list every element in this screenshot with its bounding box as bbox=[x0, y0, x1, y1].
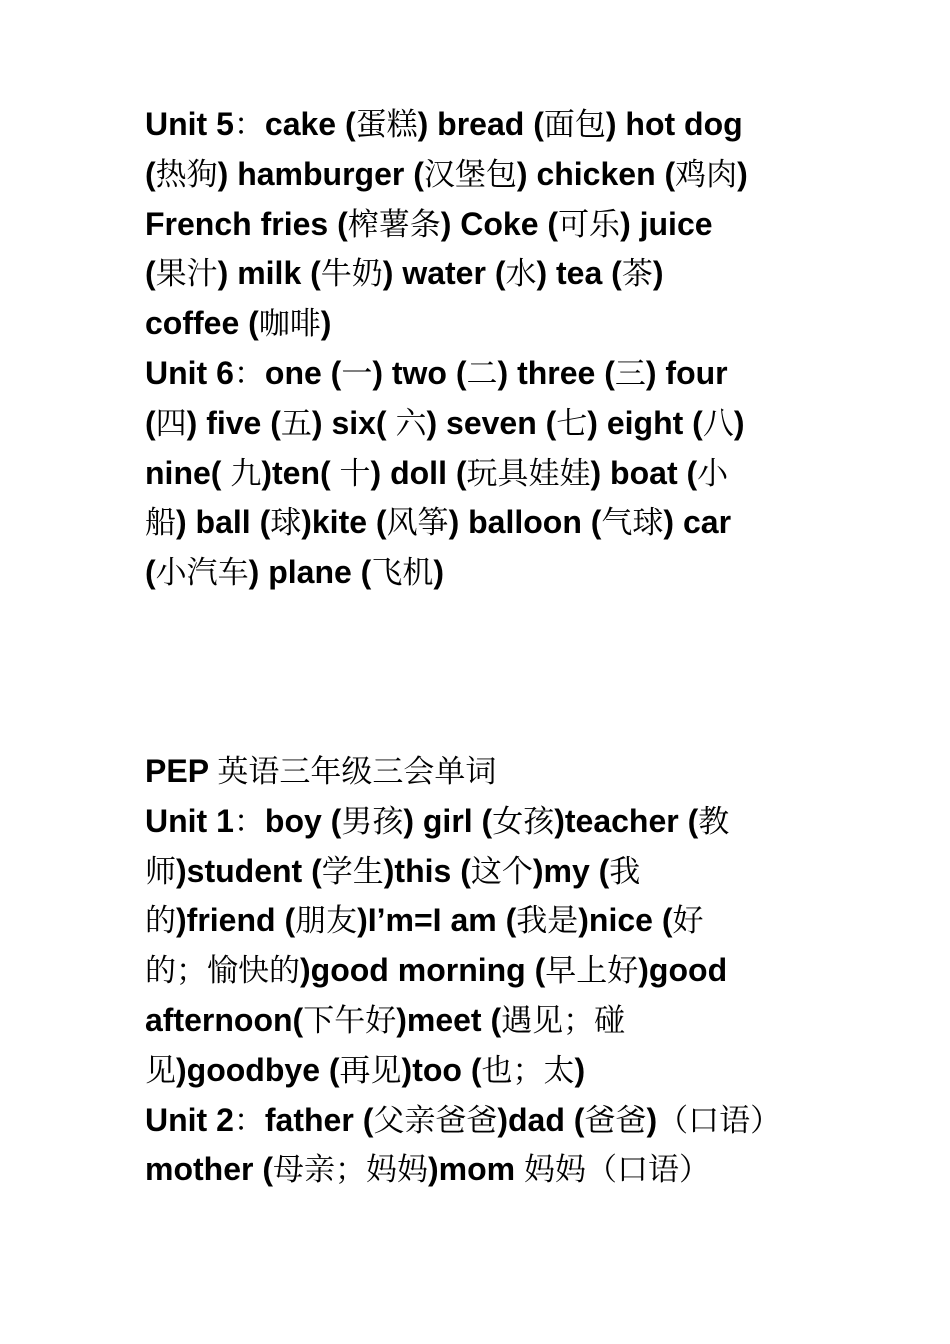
chinese-gloss: 妈妈（口语） bbox=[524, 1152, 710, 1189]
english-text: cake ( bbox=[264, 106, 356, 142]
text-line bbox=[145, 299, 835, 349]
section-spacer bbox=[145, 598, 835, 747]
chinese-gloss: 见 bbox=[145, 1052, 176, 1089]
english-text: )my ( bbox=[532, 852, 610, 889]
chinese-gloss: （口语） bbox=[657, 1102, 782, 1139]
english-text: ) chicken ( bbox=[516, 155, 676, 192]
english-text: ) doll ( bbox=[370, 454, 467, 491]
chinese-gloss: 汉堡包 bbox=[423, 156, 517, 193]
english-text: ) car bbox=[663, 504, 732, 541]
chinese-gloss: 茶 bbox=[621, 256, 653, 293]
chinese-gloss: 面包 bbox=[543, 107, 606, 143]
english-text: afternoon( bbox=[145, 1001, 304, 1038]
english-text: ) bbox=[737, 155, 748, 192]
text-line bbox=[145, 349, 835, 399]
text-line bbox=[145, 200, 835, 250]
text-line bbox=[145, 847, 835, 897]
english-text: ( bbox=[145, 155, 156, 192]
english-text: )kite ( bbox=[301, 504, 387, 541]
english-text: )dad ( bbox=[497, 1101, 585, 1138]
english-text: ) boat ( bbox=[590, 454, 698, 491]
text-line bbox=[145, 100, 835, 150]
english-text: ) juice bbox=[620, 205, 713, 242]
chinese-gloss: 父亲爸爸 bbox=[373, 1102, 498, 1139]
chinese-gloss: 船 bbox=[145, 505, 176, 542]
chinese-gloss: 一 bbox=[341, 355, 373, 392]
chinese-gloss: 三 bbox=[614, 355, 646, 392]
english-text: coffee ( bbox=[145, 305, 259, 342]
chinese-gloss: 气球 bbox=[601, 505, 664, 542]
english-text: ) five ( bbox=[186, 404, 281, 441]
english-text: French fries ( bbox=[145, 205, 348, 242]
text-line bbox=[145, 946, 835, 996]
english-text: ) bread ( bbox=[417, 106, 544, 142]
chinese-gloss: 也；太 bbox=[481, 1052, 575, 1089]
english-text: )I’m=I am ( bbox=[357, 902, 517, 939]
chinese-gloss: 二 bbox=[466, 355, 498, 392]
chinese-gloss: 咖啡 bbox=[258, 306, 321, 343]
english-text: )teacher ( bbox=[554, 802, 699, 839]
english-text: ) plane ( bbox=[248, 554, 372, 591]
english-text: ) ball ( bbox=[176, 504, 271, 541]
chinese-gloss: 六 bbox=[395, 405, 427, 442]
english-text: Unit 5 bbox=[145, 106, 234, 142]
english-text: )friend ( bbox=[176, 902, 296, 939]
english-text: ) bbox=[646, 1101, 658, 1138]
english-text: ) Coke ( bbox=[440, 205, 559, 242]
english-text: )mom bbox=[428, 1151, 524, 1188]
document-page bbox=[145, 100, 835, 1195]
chinese-gloss: 母亲；妈妈 bbox=[273, 1152, 428, 1189]
english-text: PEP bbox=[145, 752, 218, 789]
units-5-6-vocabulary bbox=[145, 100, 835, 598]
chinese-gloss: 四 bbox=[155, 405, 187, 442]
english-text: ( bbox=[145, 404, 156, 441]
english-text: ( bbox=[145, 255, 156, 292]
english-text: )good bbox=[638, 952, 728, 989]
english-text: ( bbox=[145, 554, 156, 591]
chinese-gloss: 小汽车 bbox=[155, 555, 249, 592]
english-text: ) girl ( bbox=[403, 802, 493, 839]
chinese-gloss: 我是 bbox=[516, 903, 579, 940]
english-text: ) seven ( bbox=[426, 404, 557, 441]
chinese-gloss: 我 bbox=[609, 853, 641, 890]
chinese-gloss: 风筝 bbox=[386, 505, 449, 542]
text-line bbox=[145, 548, 835, 598]
text-line bbox=[145, 797, 835, 847]
english-text: ) tea ( bbox=[536, 255, 622, 292]
chinese-gloss: 玩具娃娃 bbox=[466, 455, 591, 492]
english-text: ) six( bbox=[311, 404, 396, 441]
english-text: boy ( bbox=[264, 802, 342, 839]
chinese-gloss: 球 bbox=[270, 505, 302, 542]
chinese-gloss: 朋友 bbox=[295, 903, 358, 940]
chinese-gloss: 五 bbox=[280, 405, 312, 442]
chinese-gloss: 蛋糕 bbox=[355, 107, 418, 143]
english-text: ) eight ( bbox=[587, 404, 703, 441]
text-line bbox=[145, 996, 835, 1046]
english-text: ) hamburger ( bbox=[217, 155, 424, 192]
english-text: ) three ( bbox=[497, 354, 615, 391]
chinese-gloss: 爸爸 bbox=[584, 1102, 647, 1139]
chinese-gloss: 水 bbox=[505, 256, 537, 293]
english-text: ) hot dog bbox=[605, 106, 743, 142]
chinese-gloss: 八 bbox=[702, 405, 734, 442]
english-text: ) bbox=[433, 554, 444, 591]
text-line bbox=[145, 1145, 835, 1195]
english-text: )nice ( bbox=[578, 902, 673, 939]
chinese-gloss: 再见 bbox=[339, 1052, 402, 1089]
chinese-gloss: 男孩 bbox=[341, 803, 404, 840]
english-text: )ten( bbox=[261, 454, 340, 491]
english-text: )meet ( bbox=[396, 1001, 502, 1038]
chinese-gloss: 的；愉快的 bbox=[145, 953, 300, 990]
chinese-gloss: 这个 bbox=[470, 853, 533, 890]
english-text: Unit 1 bbox=[145, 802, 234, 839]
english-text: ) balloon ( bbox=[448, 504, 602, 541]
english-text: ) water ( bbox=[382, 255, 506, 292]
chinese-gloss: 榨薯条 bbox=[347, 206, 441, 243]
chinese-gloss: ： bbox=[233, 1102, 265, 1139]
english-text: ) four bbox=[645, 354, 728, 391]
english-text: )good morning ( bbox=[300, 952, 546, 989]
english-text: ) milk ( bbox=[217, 255, 321, 292]
english-text: one ( bbox=[264, 354, 342, 391]
text-line bbox=[145, 449, 835, 499]
english-text: mother ( bbox=[145, 1151, 273, 1188]
chinese-gloss: 小 bbox=[697, 455, 729, 492]
english-text: )too ( bbox=[401, 1051, 482, 1088]
english-text: ) bbox=[320, 305, 332, 342]
english-text: Unit 6 bbox=[145, 354, 234, 391]
chinese-gloss: 下午好 bbox=[303, 1002, 397, 1039]
chinese-gloss: 女孩 bbox=[492, 803, 555, 840]
chinese-gloss: 飞机 bbox=[371, 555, 434, 592]
text-line bbox=[145, 1046, 835, 1096]
text-line bbox=[145, 498, 835, 548]
chinese-gloss: 热狗 bbox=[155, 156, 218, 193]
chinese-gloss: 遇见；碰 bbox=[501, 1002, 626, 1039]
chinese-gloss: 师 bbox=[145, 853, 176, 890]
chinese-gloss: 果汁 bbox=[155, 256, 218, 293]
chinese-gloss: 九 bbox=[230, 455, 262, 492]
chinese-gloss: 可乐 bbox=[558, 206, 621, 243]
english-text: nine( bbox=[145, 454, 231, 491]
chinese-gloss: 早上好 bbox=[545, 953, 639, 990]
english-text: ) bbox=[652, 255, 664, 292]
english-text: ) bbox=[574, 1051, 586, 1088]
chinese-gloss: 的 bbox=[145, 903, 176, 940]
chinese-gloss: 教 bbox=[698, 803, 730, 840]
chinese-gloss: 鸡肉 bbox=[675, 156, 738, 193]
chinese-gloss: 学生 bbox=[321, 853, 384, 890]
chinese-gloss: ： bbox=[233, 107, 265, 143]
grade-3-vocabulary-section bbox=[145, 747, 835, 1195]
text-line bbox=[145, 249, 835, 299]
english-text: father ( bbox=[264, 1101, 374, 1138]
english-text: Unit 2 bbox=[145, 1101, 234, 1138]
english-text: )student ( bbox=[176, 852, 322, 889]
chinese-gloss: 牛奶 bbox=[320, 256, 383, 293]
text-line bbox=[145, 747, 835, 797]
chinese-gloss: 好 bbox=[672, 903, 704, 940]
text-line bbox=[145, 150, 835, 200]
english-text: )goodbye ( bbox=[176, 1051, 340, 1088]
english-text: )this ( bbox=[383, 852, 471, 889]
english-text: ) bbox=[733, 404, 745, 441]
text-line bbox=[145, 399, 835, 449]
chinese-gloss: ： bbox=[233, 355, 265, 392]
chinese-gloss: 十 bbox=[339, 455, 371, 492]
text-line bbox=[145, 1096, 835, 1146]
chinese-gloss: 英语三年级三会单词 bbox=[217, 753, 497, 790]
chinese-gloss: 七 bbox=[556, 405, 588, 442]
text-line bbox=[145, 896, 835, 946]
chinese-gloss: ： bbox=[233, 803, 265, 840]
english-text: ) two ( bbox=[372, 354, 467, 391]
